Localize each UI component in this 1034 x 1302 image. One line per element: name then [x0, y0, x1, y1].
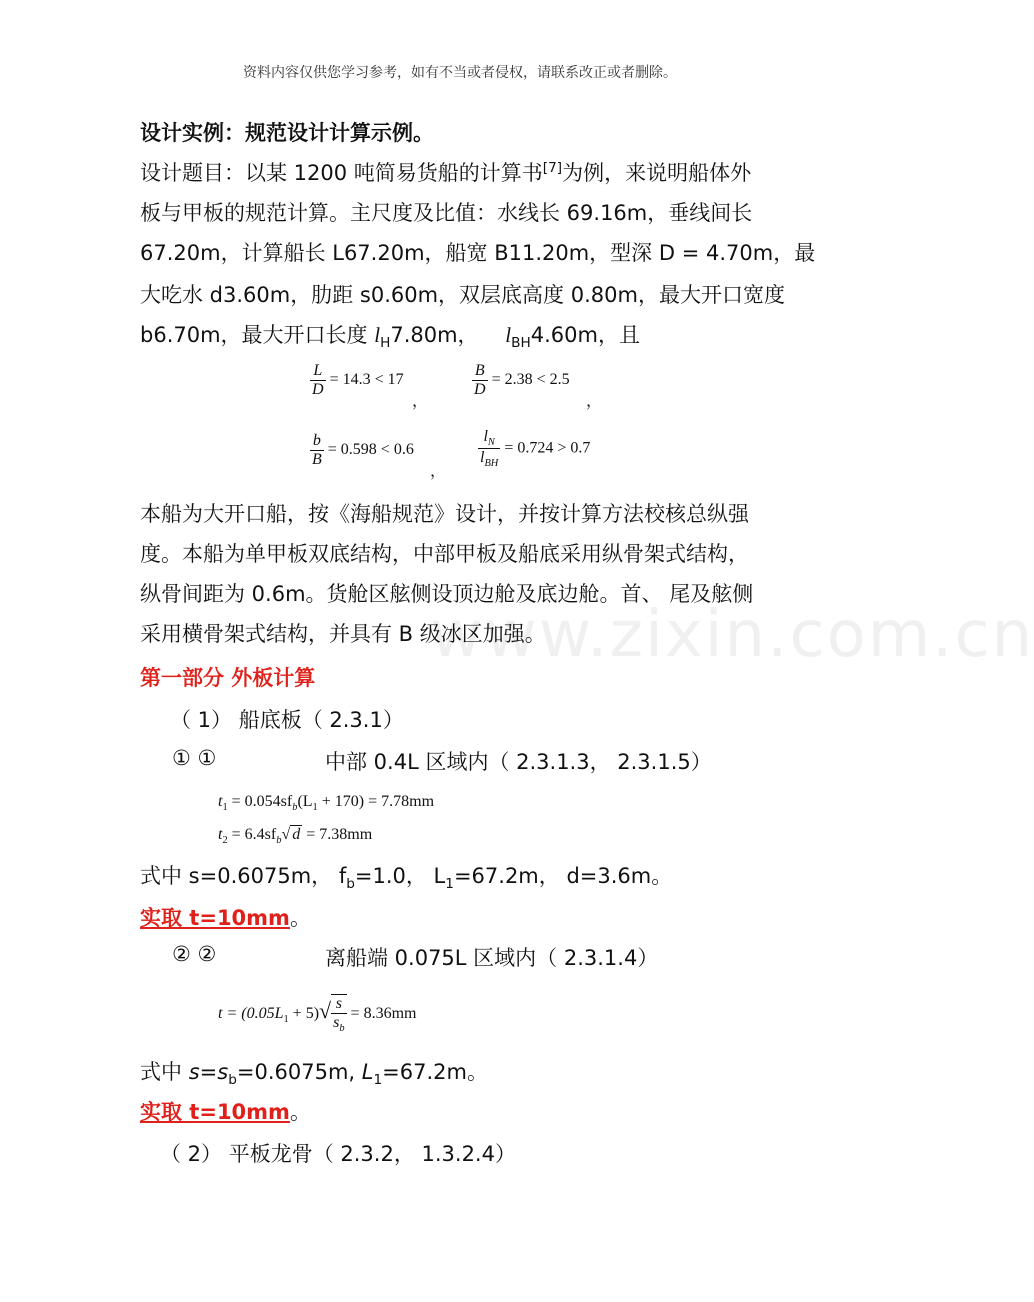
- para2-line-4: 采用横骨架式结构，并具有 B 级冰区加强。: [140, 622, 546, 646]
- equation-t1: $t_1 = 0.054sf_b(L_1 + 170) = 7.78mm$: [218, 793, 435, 814]
- item-flat-keel: （ 2） 平板龙骨（ 2.3.2， 1.3.2.4）: [160, 1142, 516, 1166]
- equation-t2: $t_2 = 6.4sf_b√$ d = 7.38mm: [218, 826, 373, 847]
- intro-line-4: 大吃水 d3.60m，肋距 s0.60m，双层底高度 0.80m，最大开口宽度: [140, 283, 785, 307]
- ratio-comma-1: ，: [412, 393, 429, 410]
- item-bottom-plate: （ 1） 船底板（ 2.3.1）: [170, 708, 404, 732]
- ratio-B-D: $\frac{B}{D}$ = 2.38 < 2.5: [474, 362, 570, 398]
- para2-line-1: 本船为大开口船，按《海船规范》设计，并按计算方法校核总纵强: [140, 502, 749, 526]
- page-header-note: 资料内容仅供您学习参考，如有不当或者侵权，请联系改正或者删除。: [243, 65, 677, 81]
- intro-line-5: b6.70m，最大开口长度 $l_H7.80m$， $l_{BH}4.60m$，且: [140, 323, 640, 352]
- sub1-text: 中部 0.4L 区域内（ 2.3.1.3， 2.3.1.5）: [325, 750, 712, 774]
- intro-line-2: 板与甲板的规范计算。主尺度及比值：水线长 69.16m，垂线间长: [140, 201, 753, 225]
- ratio-comma-3: ，: [430, 463, 447, 480]
- para2-line-3: 纵骨间距为 0.6m。货舱区舷侧设顶边舱及底边舱。首、 尾及舷侧: [140, 582, 754, 606]
- ratio-L-D: $\frac{L}{D}$ = 14.3 < 17: [312, 362, 404, 398]
- take-line-1: 实取 t=10mm。: [140, 906, 311, 930]
- section-heading: 第一部分 外板计算: [140, 666, 316, 690]
- ratio-lN-lBH: $\frac{l_N}{l_{BH}}$ = 0.724 > 0.7: [480, 428, 591, 470]
- intro-line-3: 67.20m，计算船长 L67.20m，船宽 B11.20m，型深 D = 4.70m，最: [140, 241, 816, 265]
- intro-line-1: 设计题目：以某 1200 吨简易货船的计算书[7]为例，来说明船体外: [140, 160, 752, 185]
- take-line-2: 实取 t=10mm。: [140, 1100, 311, 1124]
- sub2-marker: ② ②: [172, 942, 217, 966]
- sub1-marker: ① ①: [172, 746, 217, 770]
- sub2-text: 离船端 0.075L 区域内（ 2.3.1.4）: [325, 946, 659, 970]
- where-line-1: 式中 s=0.6075m， $f_b=1.0$， $L_1=67.2m$， d=3.6m。: [140, 864, 673, 893]
- example-title: 设计实例：规范设计计算示例。: [140, 121, 434, 145]
- ratio-b-B: $\frac{b}{B}$ = 0.598 < 0.6: [312, 432, 414, 468]
- para2-line-2: 度。本船为单甲板双底结构，中部甲板及船底采用纵骨架式结构，: [140, 542, 749, 566]
- watermark: www.zixin.com.cn: [430, 598, 1034, 672]
- ratio-comma-2: ，: [586, 393, 603, 410]
- where-line-2: 式中 $s=s_b=0.6075m$, $L_1=67.2m$。: [140, 1060, 488, 1089]
- equation-t3: $t = (0.05L_1 + 5)√$ $\frac{s}{s_b}$ = 8.36mm: [218, 995, 417, 1035]
